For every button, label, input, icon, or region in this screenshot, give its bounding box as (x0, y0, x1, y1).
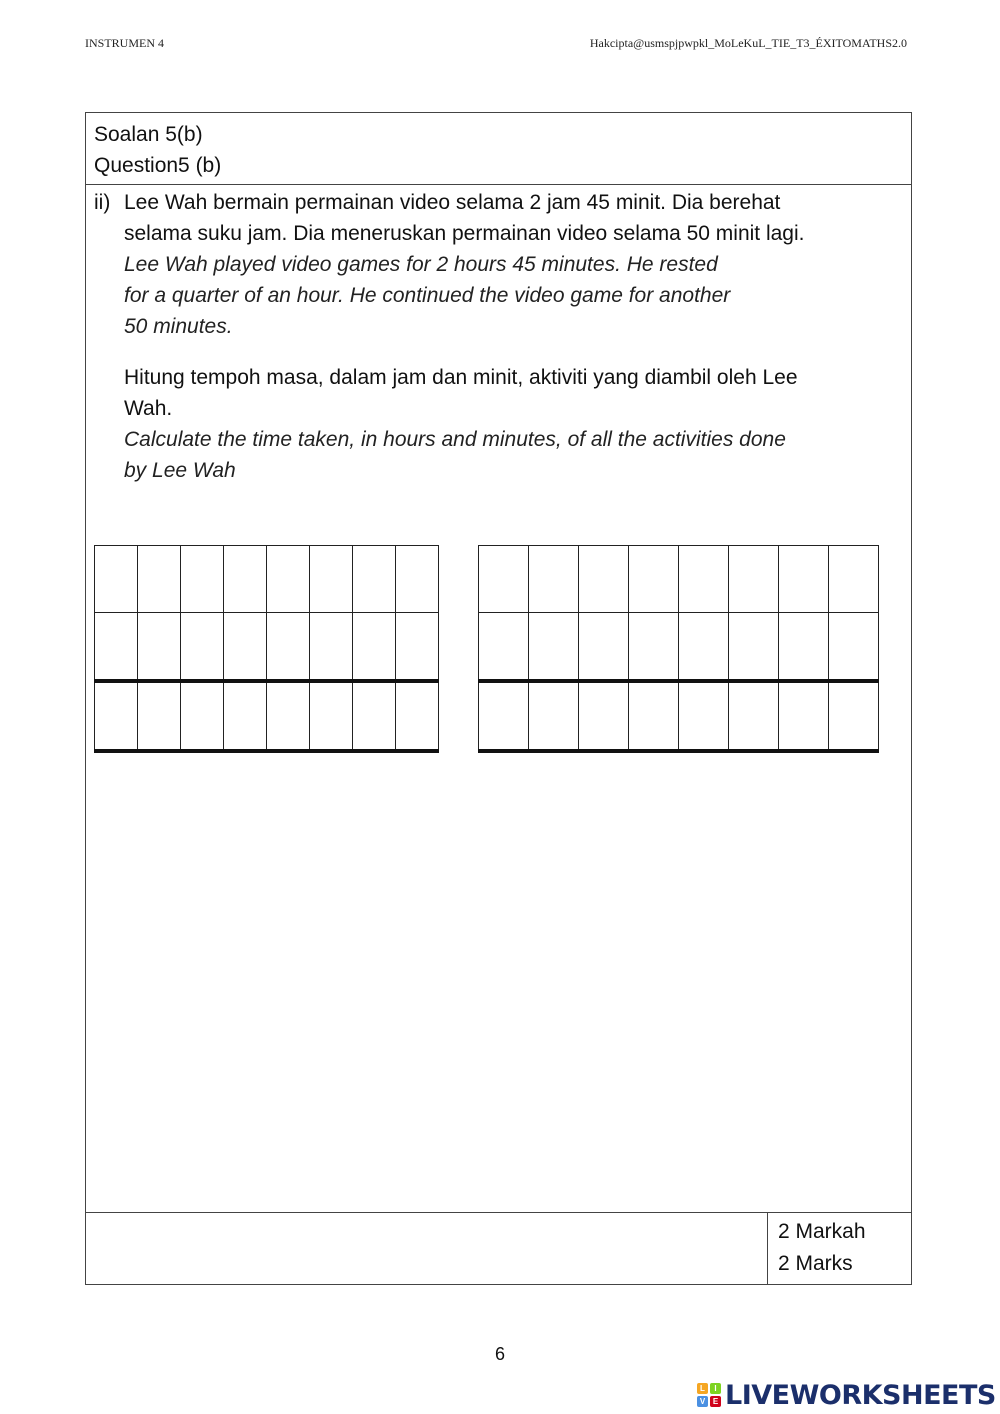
grid-result-row (479, 681, 879, 751)
answer-cell[interactable] (579, 681, 629, 751)
answer-cell[interactable] (729, 613, 779, 682)
question-body (94, 187, 901, 486)
answer-cell[interactable] (729, 546, 779, 613)
answer-cell[interactable] (629, 546, 679, 613)
task-ms-line1: Hitung tempoh masa, dalam jam dan minit, aktiviti yang diambil oleh Lee (124, 366, 798, 389)
marks-cell (767, 1213, 911, 1284)
answer-cell[interactable] (396, 613, 439, 682)
answer-cell[interactable] (181, 546, 224, 613)
answer-cell[interactable] (629, 681, 679, 751)
question-title-box (86, 113, 911, 185)
answer-cell[interactable] (529, 613, 579, 682)
answer-cell[interactable] (779, 546, 829, 613)
answer-cell[interactable] (138, 681, 181, 751)
grid-row (95, 613, 439, 682)
grid-row (479, 546, 879, 613)
task-ms-line2: Wah. (124, 397, 173, 420)
marks-row (86, 1212, 911, 1284)
answer-cell[interactable] (267, 613, 310, 682)
marks-en: 2 Marks (778, 1252, 853, 1275)
answer-grid-left (94, 545, 439, 753)
logo-tile: I (710, 1383, 721, 1394)
answer-cell[interactable] (396, 546, 439, 613)
question-title-en: Question5 (b) (94, 154, 222, 177)
logo-tile: V (697, 1396, 708, 1407)
question-en-line2: for a quarter of an hour. He continued the video game for another (124, 284, 731, 307)
task-en-line1: Calculate the time taken, in hours and minutes, of all the activities done (124, 428, 786, 451)
answer-cell[interactable] (95, 546, 138, 613)
answer-cell[interactable] (729, 681, 779, 751)
answer-cell[interactable] (224, 681, 267, 751)
question-number: ii) (94, 191, 111, 214)
answer-cell[interactable] (579, 613, 629, 682)
task-en-line2: by Lee Wah (124, 459, 236, 482)
answer-cell[interactable] (479, 546, 529, 613)
question-en-line3: 50 minutes. (124, 315, 233, 338)
answer-cell[interactable] (829, 546, 879, 613)
question-ms-line2: selama suku jam. Dia meneruskan permainan video selama 50 minit lagi. (124, 222, 805, 245)
answer-cell[interactable] (310, 546, 353, 613)
answer-cell[interactable] (138, 546, 181, 613)
answer-cell[interactable] (95, 681, 138, 751)
page-number: 6 (494, 1344, 505, 1364)
answer-cell[interactable] (95, 613, 138, 682)
answer-cell[interactable] (310, 681, 353, 751)
answer-cell[interactable] (679, 613, 729, 682)
grid-row (95, 546, 439, 613)
answer-cell[interactable] (310, 613, 353, 682)
answer-grid-right (478, 545, 879, 753)
logo-tile: E (710, 1396, 721, 1407)
answer-cell[interactable] (479, 681, 529, 751)
logo-tile: L (697, 1383, 708, 1394)
question-ms-line1: Lee Wah bermain permainan video selama 2 jam 45 minit. Dia berehat (124, 191, 781, 214)
answer-cell[interactable] (224, 613, 267, 682)
answer-cell[interactable] (353, 613, 396, 682)
grid-result-row (95, 681, 439, 751)
header-right: Hakcipta@usmspjpwpkl_MoLeKuL_TIE_T3_ÉXITOMATHS2.0 (589, 36, 907, 50)
answer-cell[interactable] (479, 613, 529, 682)
answer-cell[interactable] (829, 613, 879, 682)
marks-ms: 2 Markah (778, 1220, 866, 1243)
answer-cell[interactable] (779, 681, 829, 751)
liveworksheets-logo-icon (697, 1383, 721, 1407)
answer-cell[interactable] (579, 546, 629, 613)
answer-cell[interactable] (679, 681, 729, 751)
header-left: INSTRUMEN 4 (85, 36, 165, 50)
answer-cell[interactable] (529, 546, 579, 613)
answer-cell[interactable] (181, 613, 224, 682)
answer-cell[interactable] (138, 613, 181, 682)
liveworksheets-brand[interactable] (697, 1376, 996, 1414)
answer-cell[interactable] (529, 681, 579, 751)
answer-cell[interactable] (181, 681, 224, 751)
answer-cell[interactable] (779, 613, 829, 682)
brand-text: LIVEWORKSHEETS (725, 1379, 996, 1411)
grid-row (479, 613, 879, 682)
answer-cell[interactable] (679, 546, 729, 613)
answer-cell[interactable] (353, 546, 396, 613)
answer-cell[interactable] (224, 546, 267, 613)
answer-cell[interactable] (396, 681, 439, 751)
answer-cell[interactable] (267, 546, 310, 613)
answer-cell[interactable] (829, 681, 879, 751)
question-en-line1: Lee Wah played video games for 2 hours 45 minutes. He rested (124, 253, 718, 276)
answer-cell[interactable] (353, 681, 396, 751)
answer-cell[interactable] (267, 681, 310, 751)
question-title-ms: Soalan 5(b) (94, 123, 203, 146)
answer-cell[interactable] (629, 613, 679, 682)
